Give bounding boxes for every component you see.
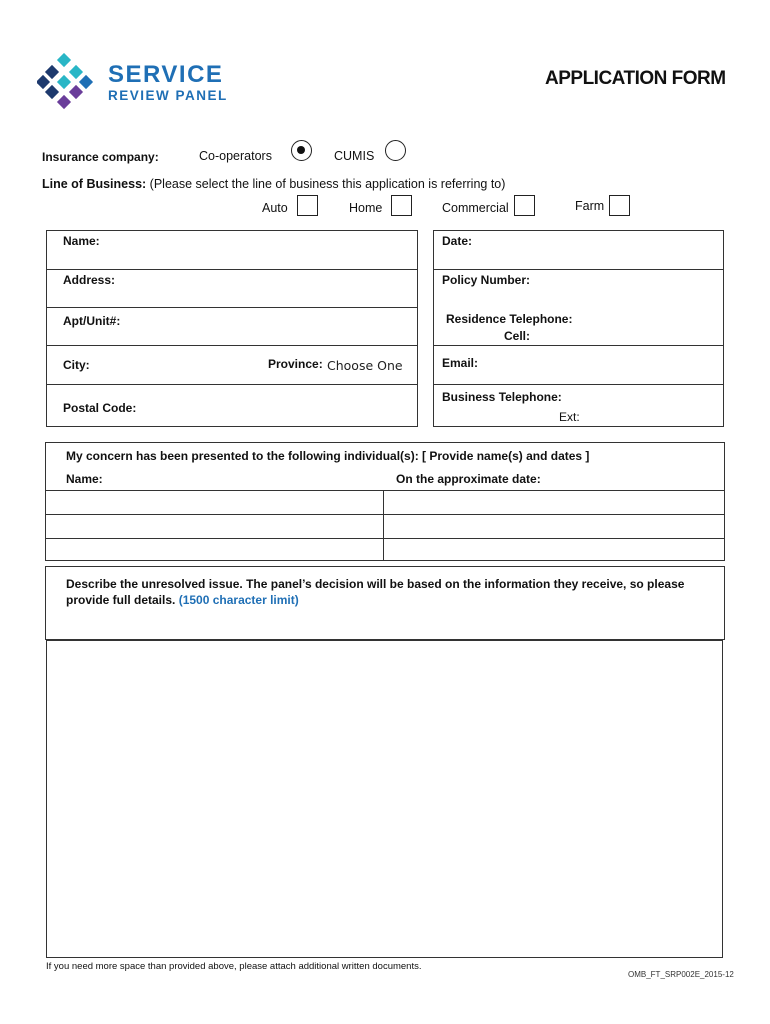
footer-note: If you need more space than provided above, please attach additional written documents. xyxy=(46,961,422,972)
city-label: City: xyxy=(63,358,90,372)
email-field[interactable] xyxy=(433,345,724,385)
lob-auto-checkbox[interactable] xyxy=(297,195,318,216)
line-of-business-row xyxy=(42,177,505,191)
concern-col-name: Name: xyxy=(66,472,103,486)
province-select[interactable]: Choose One xyxy=(327,358,403,373)
cooperators-radio[interactable] xyxy=(291,140,312,161)
issue-limit: (1500 character limit) xyxy=(178,593,299,607)
concern-date-input-3[interactable] xyxy=(384,538,724,560)
apt-unit-label: Apt/Unit#: xyxy=(63,314,121,328)
concern-intro: My concern has been presented to the following individual(s): [ Provide name(s) and dates ] xyxy=(66,449,590,463)
option-cumis-label: CUMIS xyxy=(334,149,375,163)
concern-date-input-2[interactable] xyxy=(384,514,724,537)
lob-auto-label: Auto xyxy=(262,201,288,215)
name-label: Name: xyxy=(63,234,100,248)
email-label: Email: xyxy=(442,356,479,370)
concern-name-input-3[interactable] xyxy=(46,538,383,560)
apt-unit-field[interactable] xyxy=(46,307,418,346)
concern-name-input-2[interactable] xyxy=(46,514,383,537)
date-label: Date: xyxy=(442,234,473,248)
lob-home-label: Home xyxy=(349,201,383,215)
lob-farm-label: Farm xyxy=(575,199,605,213)
lob-home-checkbox[interactable] xyxy=(391,195,412,216)
concern-date-input-1[interactable] xyxy=(384,490,724,513)
postal-code-field[interactable] xyxy=(46,384,418,427)
lob-farm-checkbox[interactable] xyxy=(609,195,630,216)
city-province-row xyxy=(46,345,418,385)
address-field[interactable] xyxy=(46,269,418,308)
residence-telephone-label: Residence Telephone: xyxy=(446,312,573,326)
date-field[interactable] xyxy=(433,230,724,270)
lob-commercial-checkbox[interactable] xyxy=(514,195,535,216)
line-of-business-note: (Please select the line of business this application is referring to) xyxy=(149,177,506,191)
logo-text-review-panel: REVIEW PANEL xyxy=(108,88,228,103)
policy-number-label: Policy Number: xyxy=(442,273,531,287)
lob-commercial-label: Commercial xyxy=(442,201,509,215)
cell-label: Cell: xyxy=(504,329,531,343)
policy-number-field[interactable] xyxy=(433,269,724,346)
issue-text: Describe the unresolved issue. The panel’s decision will be based on the information they receive, so please provide full details. xyxy=(66,577,685,607)
business-telephone-label: Business Telephone: xyxy=(442,390,562,404)
page-title: APPLICATION FORM xyxy=(545,68,726,89)
issue-instructions xyxy=(45,566,725,640)
address-label: Address: xyxy=(63,273,116,287)
postal-code-label: Postal Code: xyxy=(63,401,137,415)
logo-mark-icon xyxy=(37,53,95,111)
insurance-company-label: Insurance company: xyxy=(42,150,159,164)
ext-label: Ext: xyxy=(559,410,580,424)
cumis-radio[interactable] xyxy=(385,140,406,161)
line-of-business-label: Line of Business: xyxy=(42,177,147,191)
business-telephone-field[interactable] xyxy=(433,384,724,427)
option-cooperators-label: Co-operators xyxy=(199,149,272,163)
logo-text-service: SERVICE xyxy=(108,61,224,88)
concern-col-date: On the approximate date: xyxy=(396,472,541,486)
form-code: OMB_FT_SRP002E_2015-12 xyxy=(628,970,734,979)
issue-textarea[interactable] xyxy=(46,640,723,958)
concern-name-input-1[interactable] xyxy=(46,490,383,513)
name-field[interactable] xyxy=(46,230,418,270)
issue-instructions-text xyxy=(66,576,716,608)
province-label: Province: xyxy=(268,357,323,371)
